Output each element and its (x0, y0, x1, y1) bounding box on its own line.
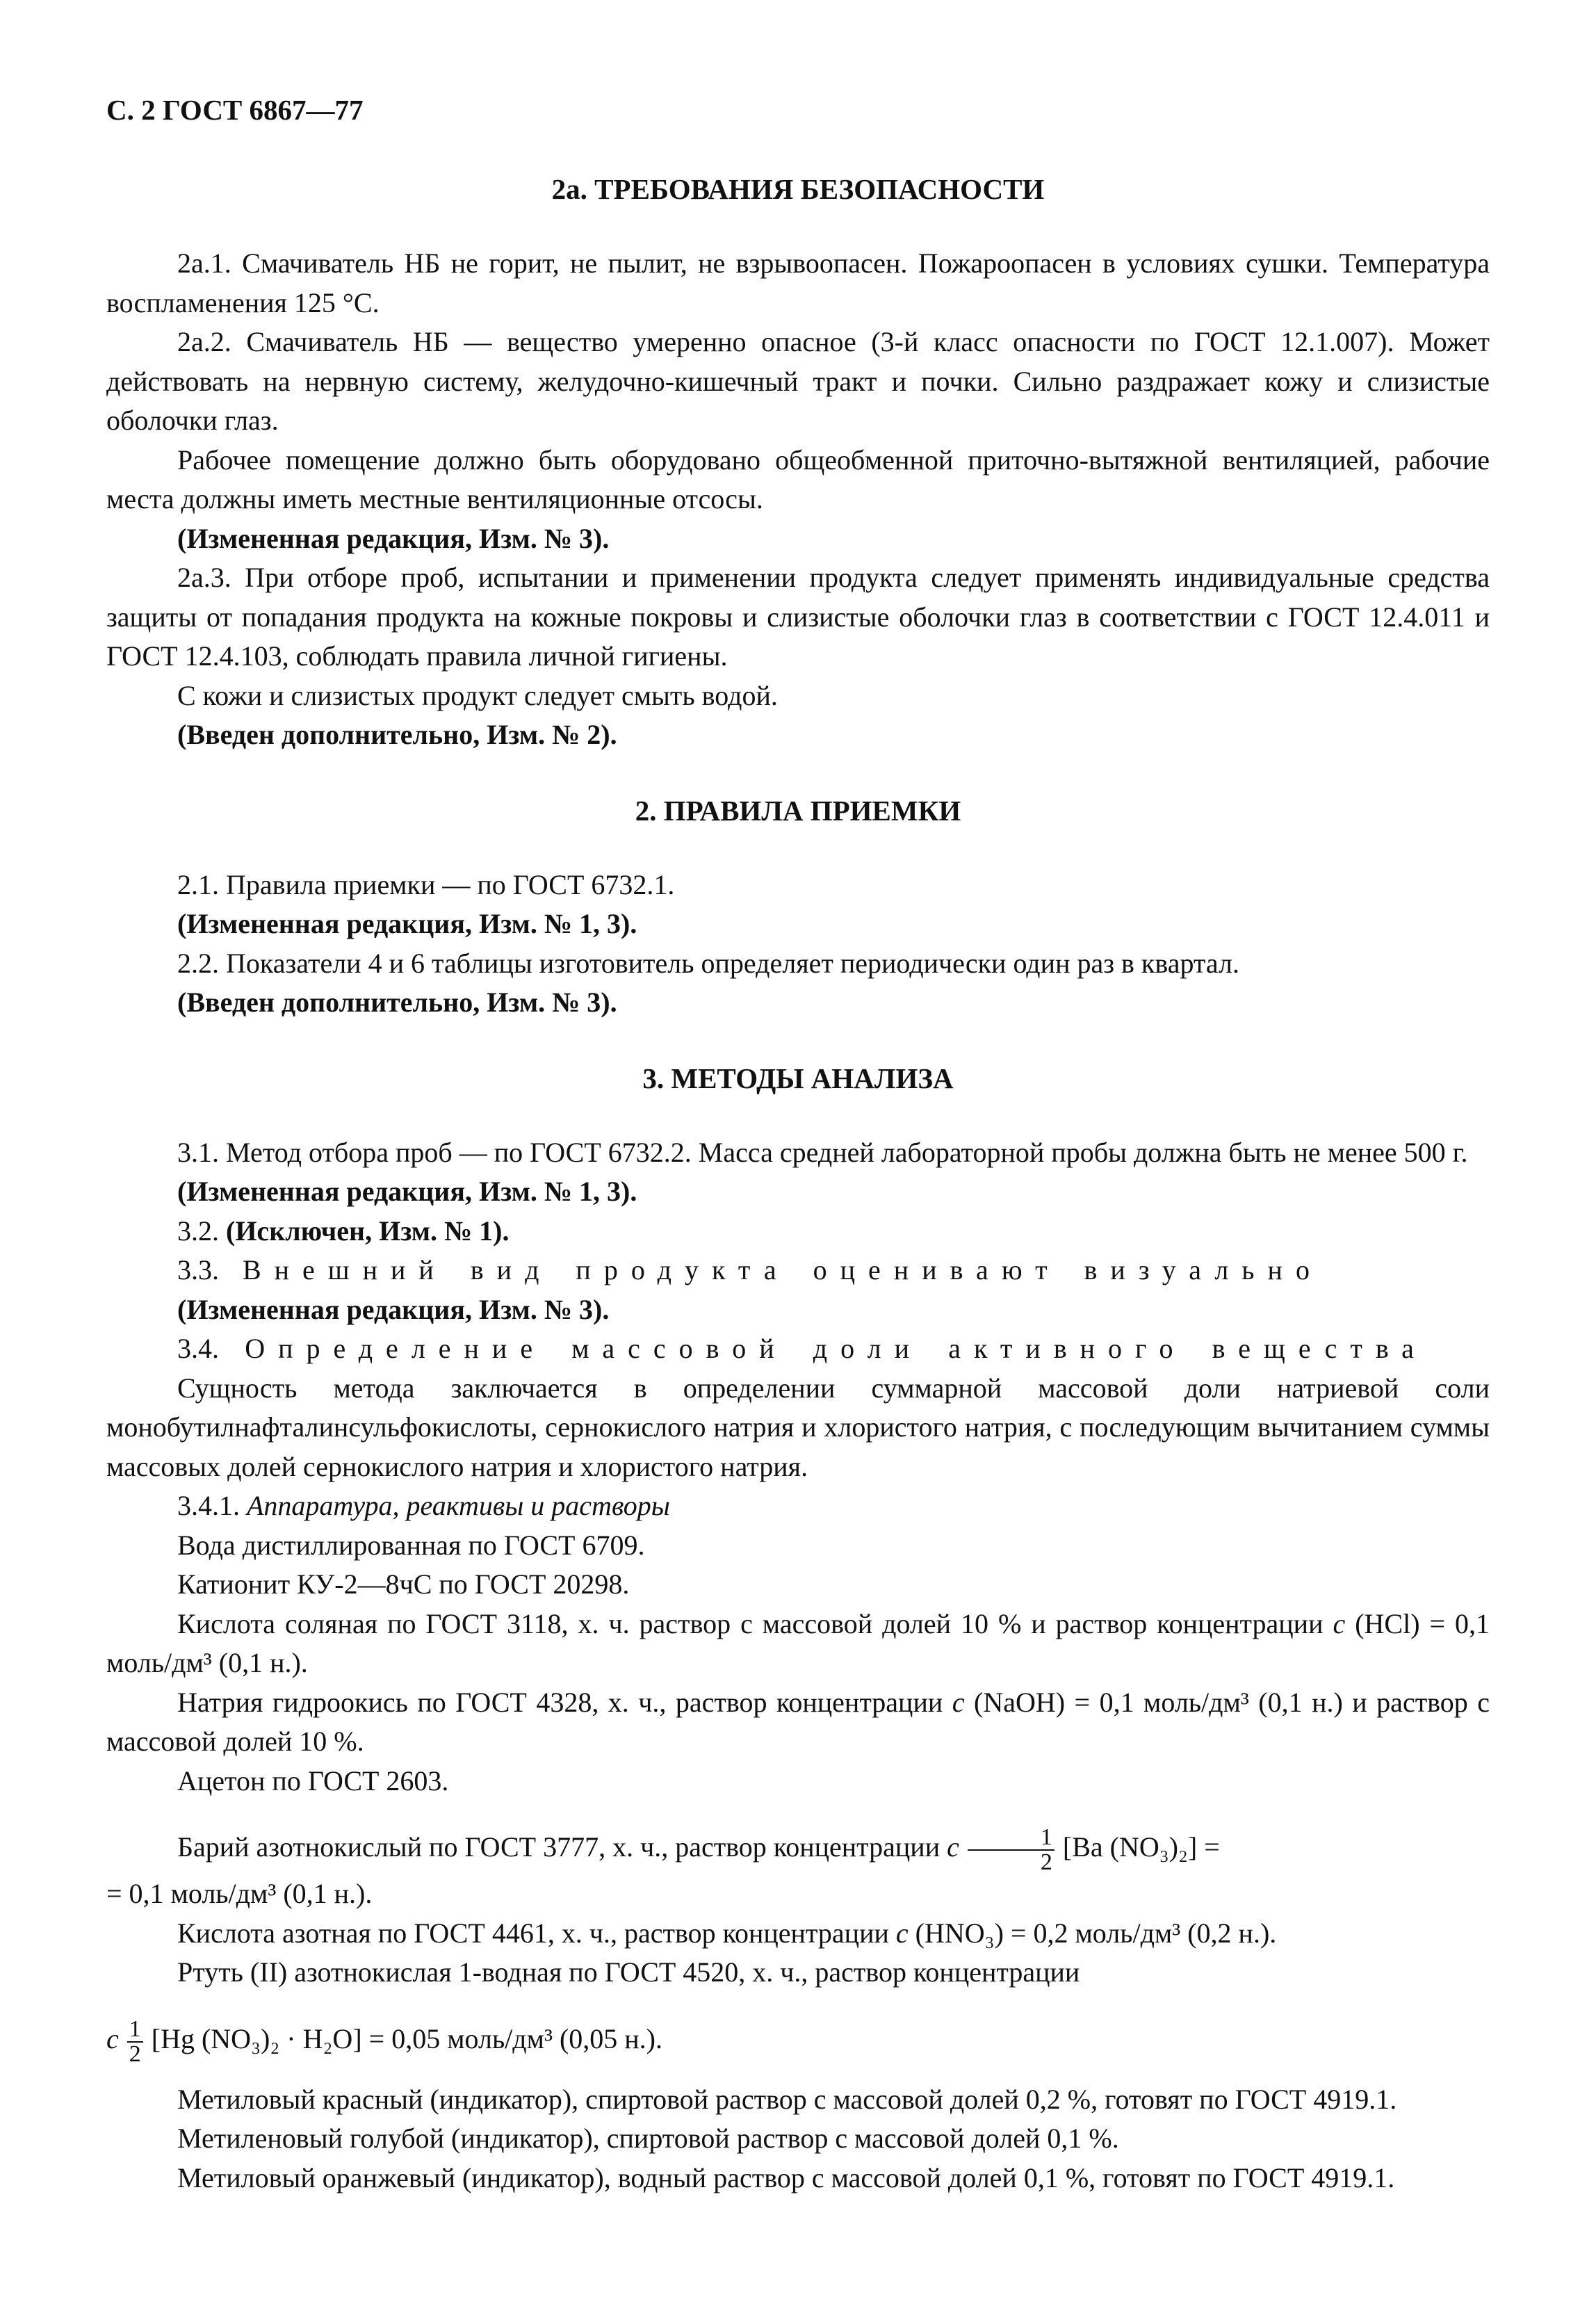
text-run: [Hg (NO₃)₂ · H₂O] = 0,05 моль/дм³ (0,05 н.). (151, 2022, 662, 2054)
paragraph: С кожи и слизистых продукт следует смыть водой. (177, 679, 778, 711)
subsection-title: Аппаратура, реактивы и растворы (247, 1490, 670, 1521)
amendment-note: (Измененная редакция, Изм. № 1, 3). (177, 1176, 637, 1207)
reagent-item: Ртуть (II) азотнокислая 1-водная по ГОСТ 4520, х. ч., раствор концентрации (177, 1956, 1080, 1988)
paragraph: Сущность метода заключается в определении суммарной массовой доли натриевой соли монобутилнафталинсульфокислоты, сернокислого натрия и хлористого натрия, с последующим вычитанием суммы массовых долей сернокислого натрия и хлористого натрия. (106, 1372, 1490, 1482)
reagent-item: Метиловый оранжевый (индикатор), водный раствор с массовой долей 0,1 %, готовят по ГОСТ 4919.1. (177, 2161, 1395, 2193)
reagent-item: Вода дистиллированная по ГОСТ 6709. (177, 1529, 645, 1561)
amendment-note: (Измененная редакция, Изм. № 1, 3). (177, 908, 637, 939)
amendment-note: (Исключен, Изм. № 1). (226, 1215, 510, 1247)
reagent-item (106, 1605, 1490, 1683)
text-run: (HNO₃) = 0,2 моль/дм³ (0,2 н.). (915, 1917, 1277, 1949)
document-page (106, 89, 1490, 2198)
spaced-word: вещества (1212, 1333, 1427, 1364)
clause-number: 3.4.1. (177, 1490, 247, 1521)
text-run: (NaOH) = 0,1 моль/дм³ (974, 1686, 1249, 1718)
paragraph: Рабочее помещение должно быть оборудовано общеобменной приточно-вытяжной вентиляцией, рабочие места должны иметь местные вентиляционные отсосы. (106, 444, 1490, 514)
section-title-acceptance: 2. ПРАВИЛА ПРИЕМКИ (635, 794, 961, 827)
paragraph (106, 1486, 1490, 1526)
spaced-word: вид (470, 1254, 553, 1285)
reagent-item-continuation (106, 2015, 1490, 2067)
page-header: С. 2 ГОСТ 6867—77 (106, 94, 364, 126)
spaced-word: визуально (1084, 1254, 1323, 1285)
fraction-denominator: 2 (129, 2041, 141, 2067)
reagent-item: Ацетон по ГОСТ 2603. (177, 1765, 449, 1796)
fraction-numerator: 1 (127, 2018, 143, 2043)
spaced-word: Определение (245, 1333, 546, 1364)
clause-number: 3.3. (177, 1254, 219, 1285)
section-title-methods: 3. МЕТОДЫ АНАЛИЗА (642, 1062, 954, 1094)
spaced-word: Внешний (242, 1254, 447, 1285)
spaced-word: оценивают (813, 1254, 1061, 1285)
reagent-item: Метиловый красный (индикатор), спиртовой раствор с массовой долей 0,2 %, готовят по ГОСТ 4919.1. (177, 2083, 1397, 2115)
reagent-item-continuation: = 0,1 моль/дм³ (0,1 н.). (106, 1878, 373, 1909)
text-run: Натрия гидроокись по ГОСТ 4328, х. ч., раствор концентрации (177, 1686, 943, 1718)
text-run: Кислота соляная по ГОСТ 3118, х. ч. раствор с массовой долей 10 % и раствор концентрации (177, 1607, 1324, 1639)
text-run: Барий азотнокислый по ГОСТ 3777, х. ч., раствор концентрации (177, 1831, 940, 1863)
symbol: c (106, 2022, 119, 2054)
paragraph: 2а.2. Смачиватель НБ — вещество умеренно опасное (3-й класс опасности по ГОСТ 12.1.007). Может действовать на нервную систему, желудочно-кишечный тракт и почки. Сильно раздражает кожу и слизистые оболочки глаз. (106, 326, 1490, 436)
amendment-note: (Введен дополнительно, Изм. № 3). (177, 987, 617, 1018)
paragraph: 2а.3. При отборе проб, испытании и применении продукта следует применять индивидуальные средства защиты от попадания продукта на кожные покровы и слизистые оболочки глаз в соответствии с ГОСТ 12.4.011 и ГОСТ 12.4.103, соблюдать правила личной гигиены. (106, 562, 1490, 672)
amendment-note: (Измененная редакция, Изм. № 3). (177, 1293, 610, 1325)
spaced-word: активного (948, 1333, 1187, 1364)
spaced-heading-line (106, 1251, 1490, 1290)
section-title-safety: 2а. ТРЕБОВАНИЯ БЕЗОПАСНОСТИ (551, 173, 1045, 205)
spaced-word: доли (813, 1333, 922, 1364)
reagent-item: Метиленовый голубой (индикатор), спиртовой раствор с массовой долей 0,1 %. (177, 2123, 1119, 2154)
reagent-item (106, 1914, 1490, 1954)
spaced-word: продукта (576, 1254, 790, 1285)
fraction (127, 2015, 143, 2067)
clause-number: 3.4. (177, 1333, 219, 1364)
symbol: c (952, 1686, 965, 1718)
symbol: c (1333, 1607, 1346, 1639)
symbol: c (895, 1917, 909, 1949)
text-run: (0,1 н.) и раствор с массовой долей 10 %. (106, 1686, 1490, 1757)
text-run: Кислота азотная по ГОСТ 4461, х. ч., раствор концентрации (177, 1917, 889, 1949)
spaced-word: массовой (571, 1333, 788, 1364)
paragraph (106, 1212, 1490, 1251)
paragraph: 2.1. Правила приемки — по ГОСТ 6732.1. (177, 868, 675, 900)
reagent-item (106, 1826, 1490, 1874)
amendment-note: (Измененная редакция, Изм. № 3). (177, 522, 610, 554)
text-run: [Ba (NO₃)₂] = (1062, 1831, 1220, 1863)
paragraph: 3.1. Метод отбора проб — по ГОСТ 6732.2. Масса средней лабораторной пробы должна быть не менее 500 г. (177, 1136, 1468, 1168)
reagent-item: Катионит КУ-2—8чС по ГОСТ 20298. (177, 1568, 630, 1600)
reagent-item (106, 1683, 1490, 1762)
paragraph: 2.2. Показатели 4 и 6 таблицы изготовитель определяет периодически один раз в квартал. (177, 947, 1239, 979)
symbol: c (947, 1831, 959, 1863)
fraction-denominator: 2 (1040, 1849, 1052, 1875)
text-run: (HCl) = 0,1 моль/дм³ (0,1 н.). (106, 1607, 1490, 1678)
spaced-heading-line (106, 1329, 1490, 1369)
paragraph: 2а.1. Смачиватель НБ не горит, не пылит, не взрывоопасен. Пожароопасен в условиях сушки. Температура воспламенения 125 °С. (106, 248, 1490, 318)
fraction-numerator: 1 (968, 1826, 1054, 1851)
clause-number: 3.2. (177, 1215, 226, 1247)
amendment-note: (Введен дополнительно, Изм. № 2). (177, 719, 617, 750)
fraction (968, 1826, 1054, 1874)
